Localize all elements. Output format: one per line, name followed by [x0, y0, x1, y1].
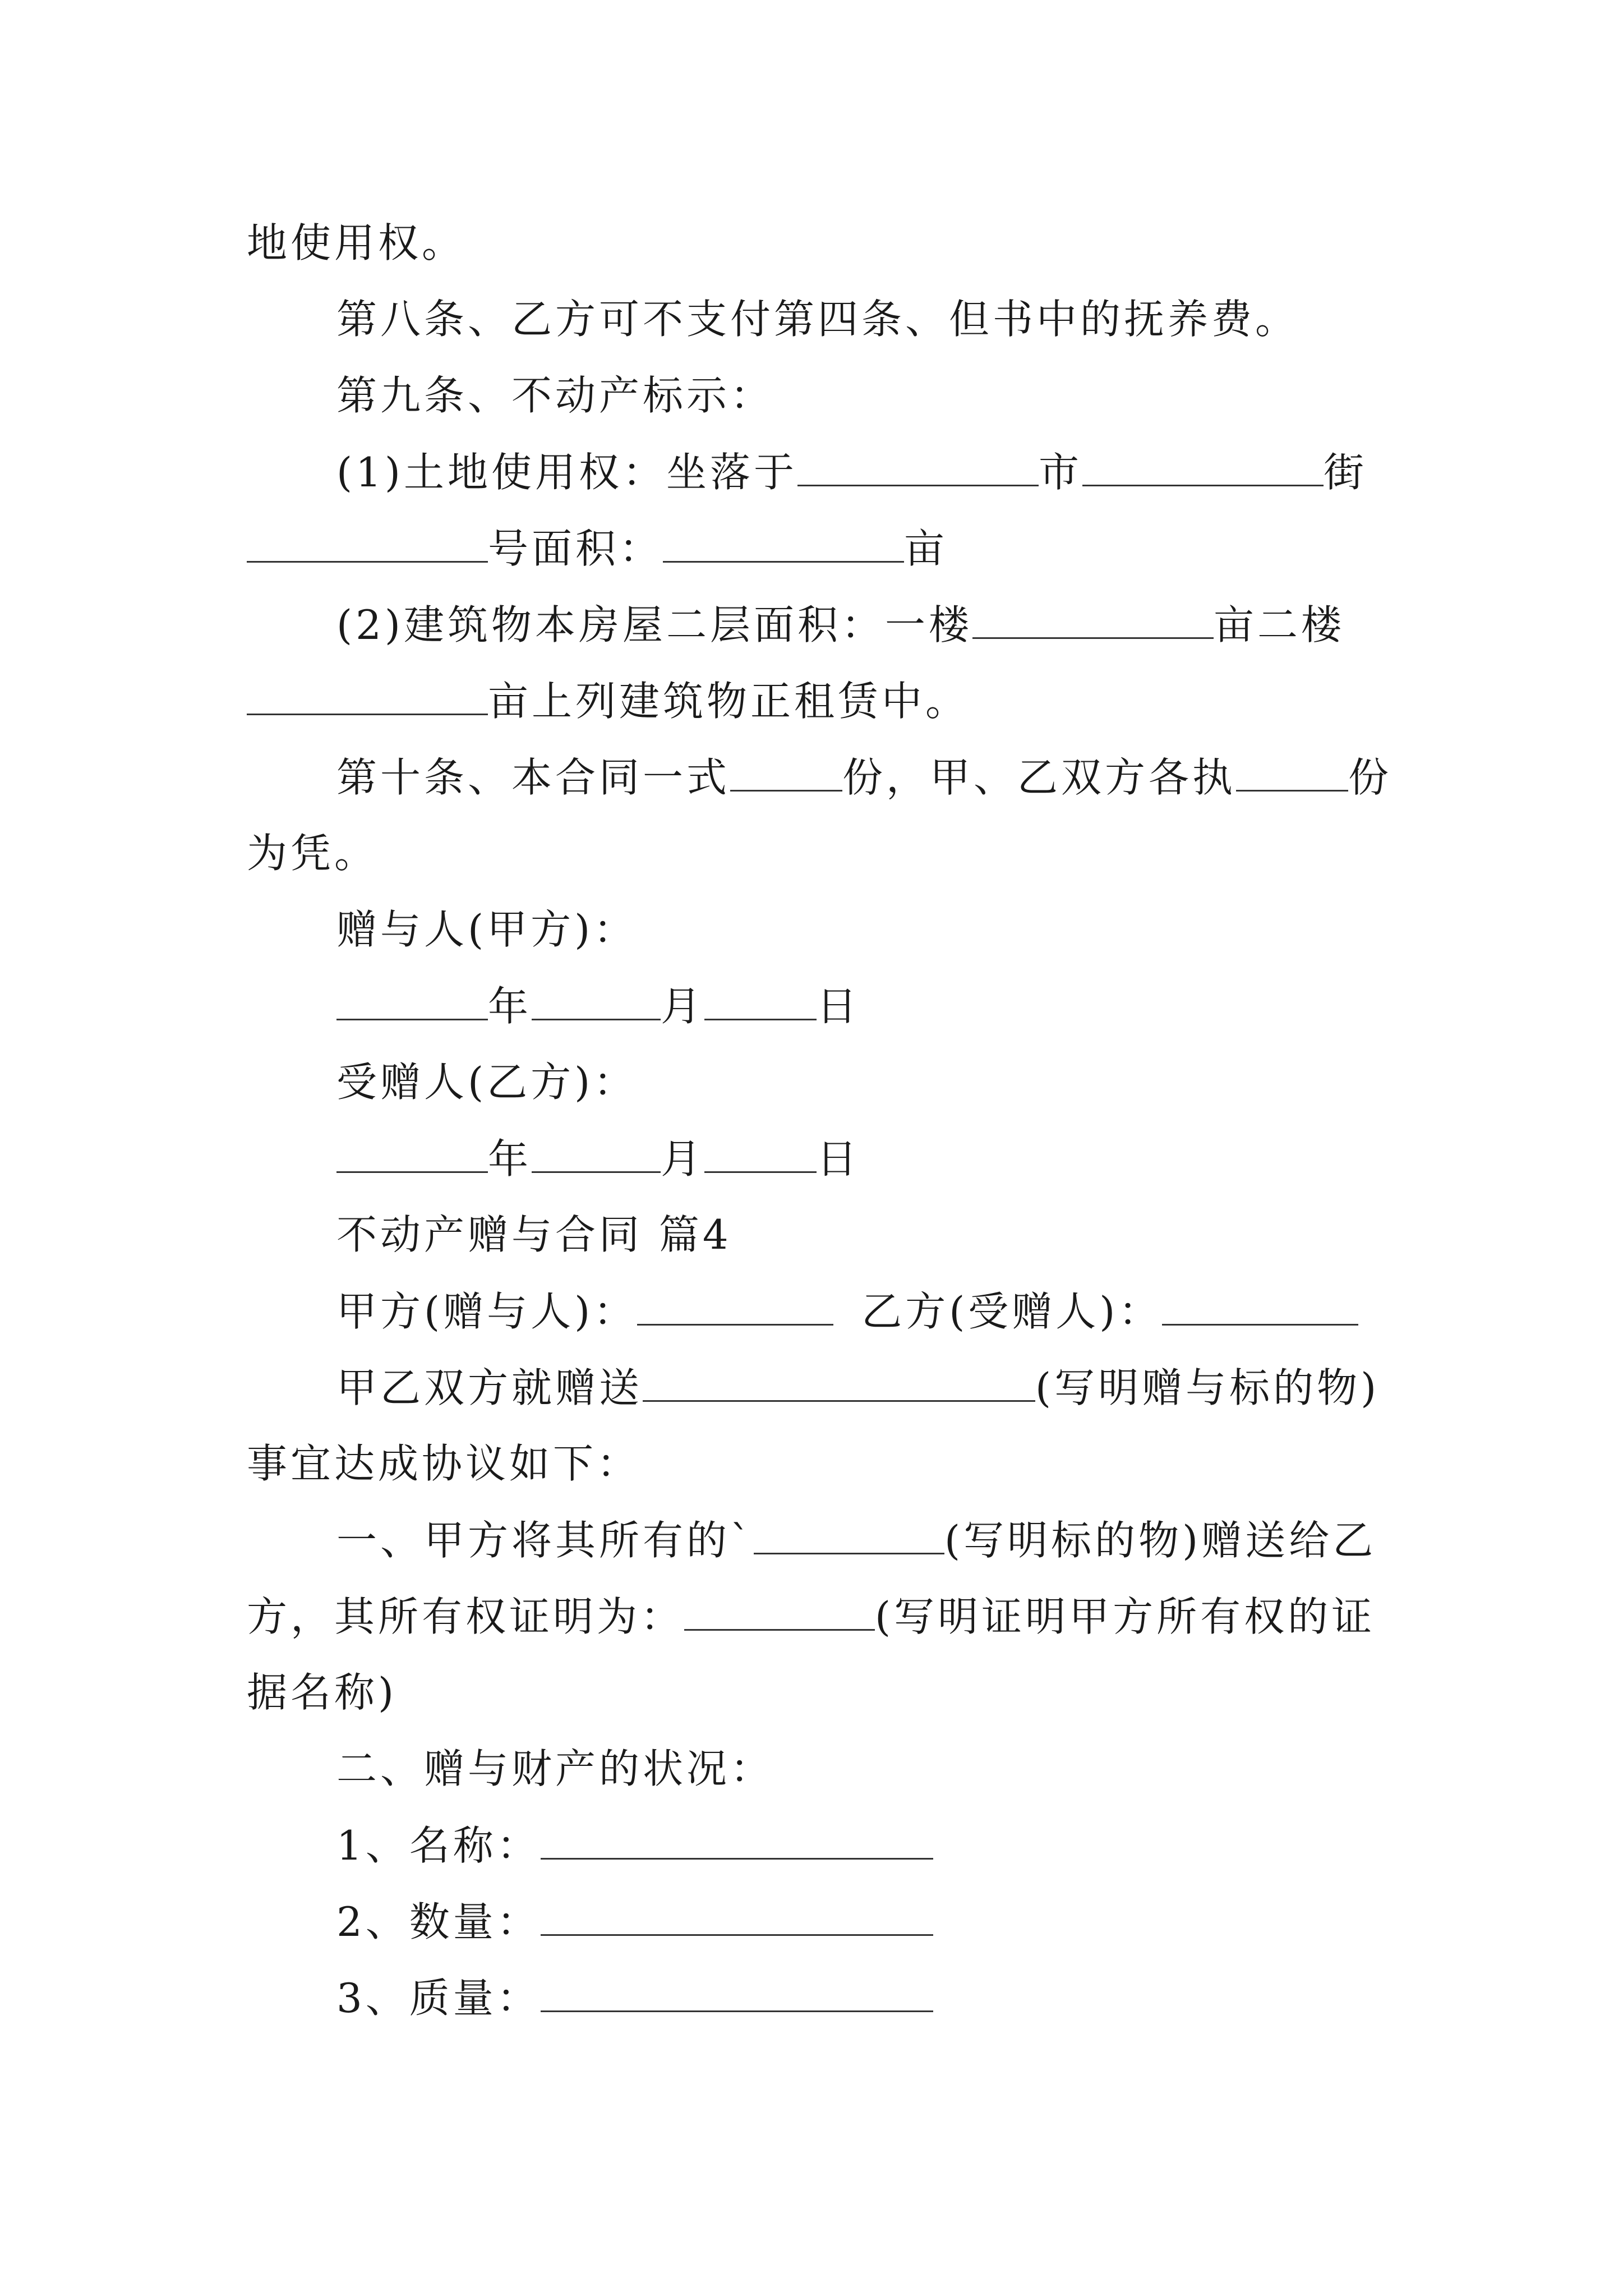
fill-blank-day[interactable] [704, 1128, 817, 1173]
parties-line [336, 1280, 1358, 1342]
clause-1-cont [247, 1585, 1375, 1647]
agreement-line [336, 1356, 1380, 1418]
donee-label [336, 1051, 637, 1113]
fill-blank-copies[interactable] [730, 746, 842, 792]
text: 受赠人(乙方)： [336, 1059, 638, 1106]
land-area-line [247, 517, 948, 579]
building-line [336, 593, 1345, 655]
text: 为凭。 [247, 830, 379, 877]
donor-label [336, 899, 637, 960]
fill-blank-first-floor[interactable] [972, 593, 1214, 639]
text: 3、质量： [336, 1975, 541, 2022]
text: 月 [661, 1135, 705, 1182]
clause-1 [336, 1509, 1376, 1571]
fill-blank-city[interactable] [797, 441, 1039, 486]
text: 亩 [904, 525, 948, 572]
text: 市 [1039, 449, 1083, 496]
text-line [247, 822, 378, 884]
text: 第八条、乙方可不支付第四条、但书中的抚养费。 [336, 296, 1299, 343]
text: 甲方(赠与人)： [336, 1288, 638, 1335]
text: (写明证明甲方所有权的证 [875, 1593, 1376, 1640]
fill-blank-donee[interactable] [1162, 1280, 1358, 1326]
text: 事宜达成协议如下： [247, 1440, 641, 1487]
fill-blank-name[interactable] [541, 1814, 933, 1860]
text-line [247, 1433, 640, 1494]
item-quality [336, 1967, 933, 2028]
text: 第九条、不动产标示： [336, 372, 774, 419]
text: 年 [488, 983, 532, 1030]
clause-2 [336, 1738, 774, 1800]
text: (写明赠与标的物) [1035, 1364, 1380, 1411]
text: (写明标的物)赠送给乙 [944, 1517, 1377, 1564]
fill-blank-year[interactable] [336, 1128, 488, 1173]
fill-blank-day[interactable] [704, 975, 817, 1020]
article-8 [336, 288, 1299, 350]
fill-blank-month[interactable] [532, 975, 661, 1020]
text: 份，甲、乙双方各执 [842, 754, 1237, 801]
fill-blank-number[interactable] [247, 517, 488, 563]
fill-blank-year[interactable] [336, 975, 488, 1020]
text: 1、名称： [336, 1822, 541, 1869]
donor-date [336, 975, 860, 1037]
fill-blank-object[interactable] [754, 1509, 944, 1554]
land-use-line [336, 441, 1367, 503]
text: 地使用权。 [247, 219, 466, 266]
text: 方，其所有权证明为： [247, 1593, 685, 1640]
text-line [247, 212, 465, 274]
text: 年 [488, 1135, 532, 1182]
text: 日 [817, 983, 861, 1030]
text: 一、甲方将其所有的` [336, 1517, 754, 1564]
text: 不动产赠与合同 篇4 [336, 1211, 732, 1258]
text: 份 [1348, 754, 1393, 801]
item-name [336, 1814, 933, 1876]
text: 街 [1324, 449, 1368, 496]
fill-blank-second-floor[interactable] [247, 670, 488, 715]
text: 日 [817, 1135, 861, 1182]
text: (2)建筑物本房屋二层面积：一楼 [336, 601, 972, 648]
text: 月 [661, 983, 705, 1030]
text: 亩上列建筑物正租赁中。 [488, 678, 970, 725]
article-10 [336, 746, 1392, 808]
article-9 [336, 365, 774, 426]
text: 甲乙双方就赠送 [336, 1364, 643, 1411]
text: 据名称) [247, 1669, 398, 1716]
text: 赠与人(甲方)： [336, 906, 638, 953]
text: (1)土地使用权：坐落于 [336, 449, 797, 496]
fill-blank-gift-object[interactable] [643, 1356, 1035, 1402]
text: 号面积： [488, 525, 663, 572]
fill-blank-street[interactable] [1082, 441, 1324, 486]
section-heading [336, 1204, 732, 1266]
fill-blank-month[interactable] [532, 1128, 661, 1173]
fill-blank-quality[interactable] [541, 1967, 933, 2012]
text: 2、数量： [336, 1898, 541, 1945]
fill-blank-donor[interactable] [637, 1280, 833, 1326]
building-line-2 [247, 670, 969, 731]
text: 二、赠与财产的状况： [336, 1745, 774, 1792]
donee-date [336, 1128, 860, 1189]
item-quantity [336, 1890, 933, 1952]
fill-blank-each-copies[interactable] [1236, 746, 1348, 792]
text: 亩二楼 [1214, 601, 1345, 648]
text: 第十条、本合同一式 [336, 754, 731, 801]
text-line [247, 1662, 397, 1723]
text: 乙方(受赠人)： [861, 1288, 1163, 1335]
fill-blank-area[interactable] [663, 517, 904, 563]
fill-blank-quantity[interactable] [541, 1890, 933, 1936]
fill-blank-proof[interactable] [684, 1585, 875, 1631]
